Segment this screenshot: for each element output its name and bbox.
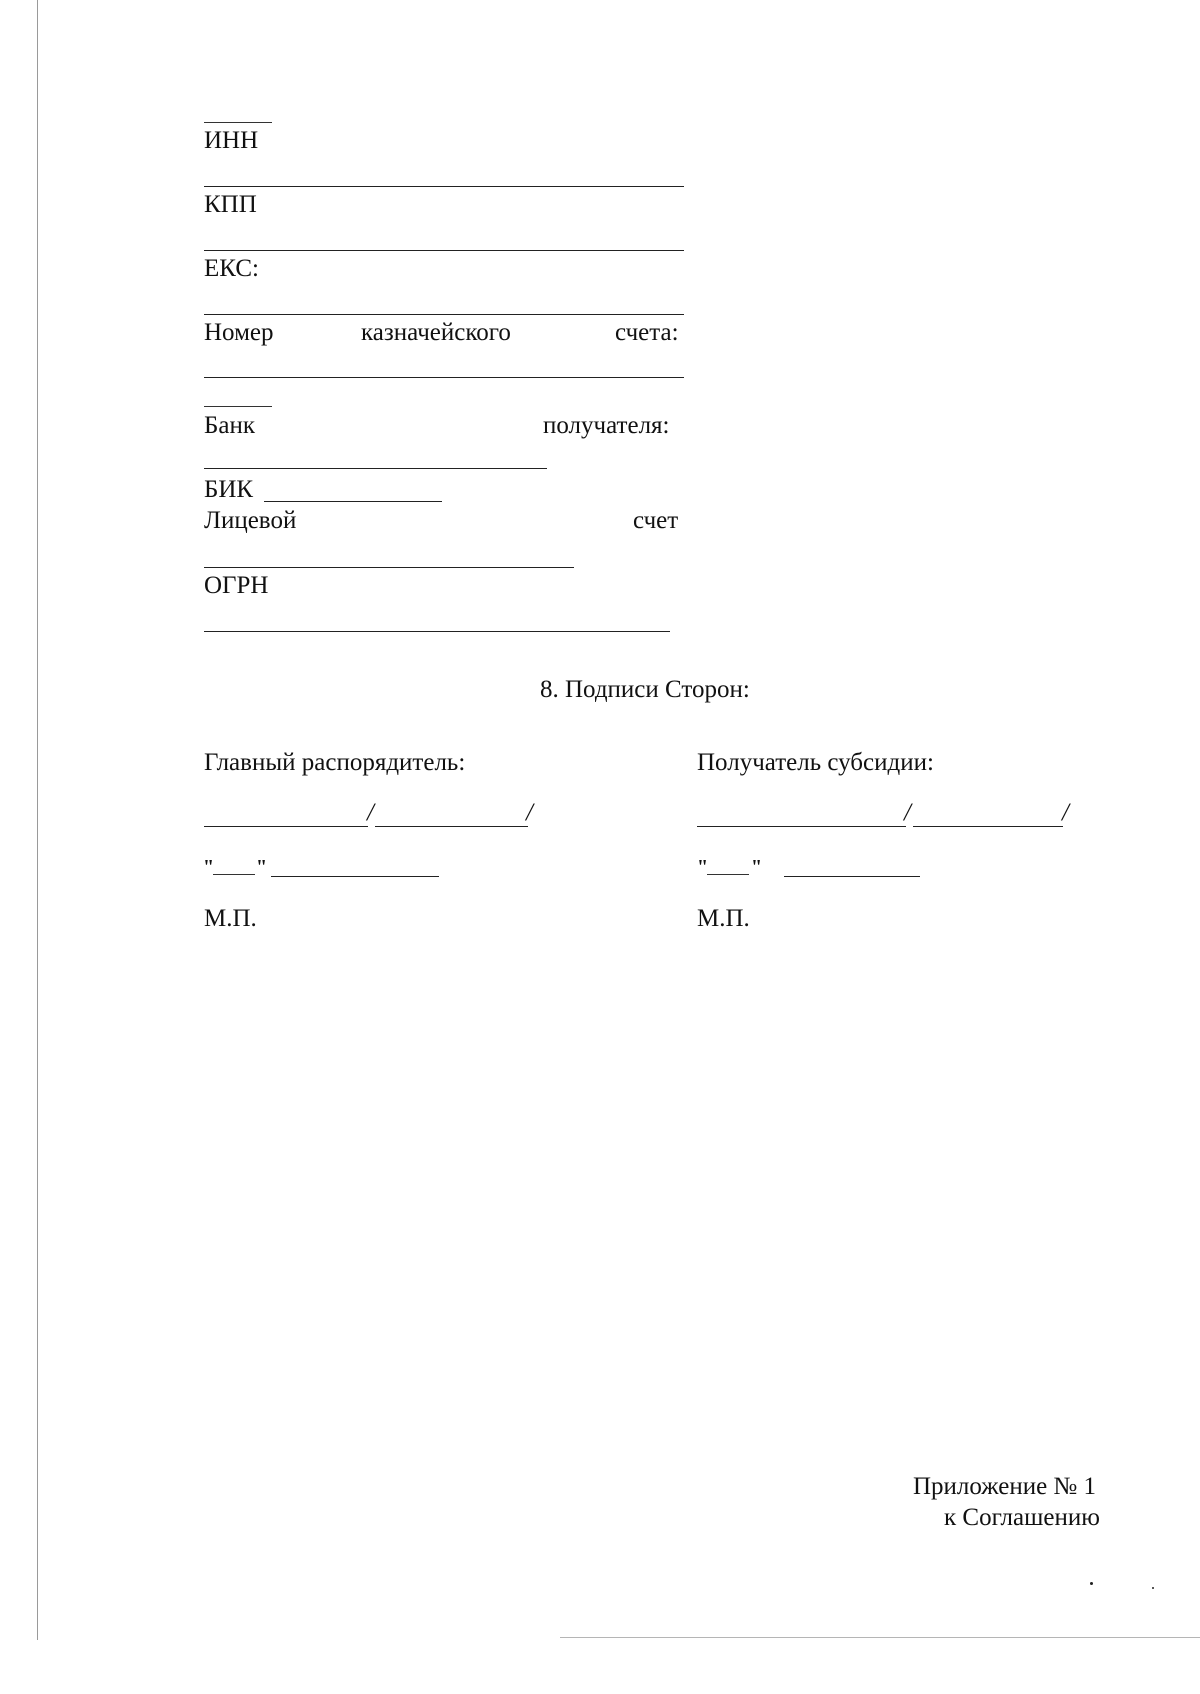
appendix-line-2: к Соглашению xyxy=(944,1504,1100,1531)
bank-label-word-1: Банк xyxy=(204,412,255,439)
signature-title-left: Главный распорядитель: xyxy=(204,749,466,776)
ogrn-label: ОГРН xyxy=(204,572,269,599)
kpp-fill-line xyxy=(204,250,684,251)
inn-label: ИНН xyxy=(204,127,259,154)
appendix-line-1: Приложение № 1 xyxy=(913,1473,1097,1500)
account-label-word-2: счет xyxy=(633,507,679,534)
stamp-label-right: М.П. xyxy=(697,905,750,932)
date-open-quote-right: " xyxy=(697,856,710,878)
bik-label: БИК xyxy=(204,476,254,503)
bank-label-word-2: получателя: xyxy=(543,412,670,439)
signatures-heading: 8. Подписи Сторон: xyxy=(540,676,750,703)
treasury-label-word-1: Номер xyxy=(204,319,274,346)
treasury-label-word-2: казначейского xyxy=(361,319,511,346)
signature-line-left xyxy=(204,826,368,827)
date-day-line-right xyxy=(707,874,749,875)
treasury-fill-line-end xyxy=(204,406,272,407)
ogrn-fill-line xyxy=(204,631,670,632)
eks-label: ЕКС: xyxy=(204,255,259,282)
scan-bottom-edge xyxy=(560,1637,1200,1638)
date-day-line-left xyxy=(213,874,255,875)
eks-fill-line xyxy=(204,314,684,315)
scan-speck xyxy=(1090,1582,1093,1585)
date-close-quote-left: " xyxy=(256,856,269,878)
date-month-line-left xyxy=(271,876,439,877)
treasury-fill-line xyxy=(204,377,684,378)
signature-slash-right-2: / xyxy=(1062,799,1069,826)
signature-line-right xyxy=(697,826,906,827)
account-fill-line xyxy=(204,567,574,568)
bik-fill-line xyxy=(264,501,442,502)
stamp-label-left: М.П. xyxy=(204,905,257,932)
scan-left-edge xyxy=(37,0,38,1640)
date-open-quote-left: " xyxy=(203,856,216,878)
account-label-word-1: Лицевой xyxy=(204,507,297,534)
inn-fill-line xyxy=(204,186,684,187)
signature-slash-left-2: / xyxy=(526,799,533,826)
fill-line xyxy=(204,122,272,123)
date-month-line-right xyxy=(784,876,920,877)
scan-speck xyxy=(1152,1587,1154,1589)
kpp-label: КПП xyxy=(204,191,257,218)
bank-fill-line xyxy=(204,468,547,469)
date-close-quote-right: " xyxy=(751,856,764,878)
signature-slash-left-1: / xyxy=(367,799,374,826)
signature-slash-right-1: / xyxy=(904,799,911,826)
signature-name-line-left xyxy=(375,826,528,827)
signature-name-line-right xyxy=(913,826,1063,827)
signature-title-right: Получатель субсидии: xyxy=(697,749,934,776)
treasury-label-word-3: счета: xyxy=(615,319,679,346)
